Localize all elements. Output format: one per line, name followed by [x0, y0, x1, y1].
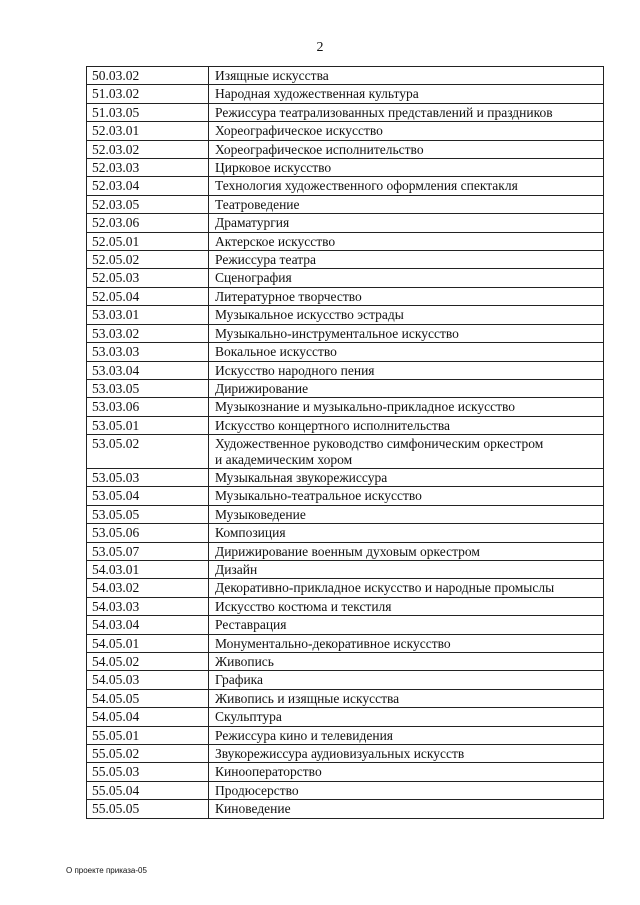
specialty-code: 51.03.02 — [87, 85, 209, 103]
specialty-code: 54.03.01 — [87, 560, 209, 578]
table-row — [87, 177, 604, 195]
specialty-code: 55.05.03 — [87, 763, 209, 781]
table-row — [87, 763, 604, 781]
table-row — [87, 306, 604, 324]
specialty-name: Искусство народного пения — [209, 361, 604, 379]
specialty-code: 53.05.03 — [87, 468, 209, 486]
specialty-name: Кинооператорство — [209, 763, 604, 781]
specialty-code: 53.03.06 — [87, 398, 209, 416]
table-row — [87, 653, 604, 671]
specialty-name: Хореографическое искусство — [209, 122, 604, 140]
table-row — [87, 634, 604, 652]
table-row — [87, 542, 604, 560]
specialty-code: 52.03.02 — [87, 140, 209, 158]
specialty-name: Скульптура — [209, 708, 604, 726]
table-row — [87, 468, 604, 486]
table-row — [87, 343, 604, 361]
specialty-name: Киноведение — [209, 800, 604, 818]
specialty-code: 54.03.02 — [87, 579, 209, 597]
specialty-code: 53.03.02 — [87, 324, 209, 342]
specialty-name: Режиссура кино и телевидения — [209, 726, 604, 744]
specialty-code: 53.05.05 — [87, 505, 209, 523]
table-row — [87, 616, 604, 634]
table-row — [87, 505, 604, 523]
specialty-name: Художественное руководство симфоническим оркестром и академическим хором — [209, 435, 604, 469]
specialty-code: 54.03.03 — [87, 597, 209, 615]
table-row — [87, 745, 604, 763]
specialty-code: 52.03.05 — [87, 195, 209, 213]
table-row — [87, 487, 604, 505]
specialty-name: Музыковедение — [209, 505, 604, 523]
specialty-code: 53.05.06 — [87, 524, 209, 542]
table-row — [87, 140, 604, 158]
specialty-code: 53.05.01 — [87, 416, 209, 434]
specialty-name: Музыкознание и музыкально-прикладное искусство — [209, 398, 604, 416]
specialty-code: 53.05.04 — [87, 487, 209, 505]
table-row — [87, 159, 604, 177]
specialty-name: Изящные искусства — [209, 67, 604, 85]
specialty-name: Декоративно-прикладное искусство и народные промыслы — [209, 579, 604, 597]
specialty-name: Искусство концертного исполнительства — [209, 416, 604, 434]
specialty-name: Живопись — [209, 653, 604, 671]
specialty-name: Дирижирование военным духовым оркестром — [209, 542, 604, 560]
specialty-name: Цирковое искусство — [209, 159, 604, 177]
specialty-code: 52.05.02 — [87, 251, 209, 269]
specialty-code: 53.05.07 — [87, 542, 209, 560]
table-row — [87, 708, 604, 726]
table-row — [87, 689, 604, 707]
specialty-code: 55.05.04 — [87, 781, 209, 799]
specialty-name: Музыкальная звукорежиссура — [209, 468, 604, 486]
specialty-code: 52.03.03 — [87, 159, 209, 177]
specialty-code: 52.03.01 — [87, 122, 209, 140]
specialty-code: 54.05.05 — [87, 689, 209, 707]
specialty-name: Музыкально-театральное искусство — [209, 487, 604, 505]
table-row — [87, 398, 604, 416]
specialty-name: Хореографическое исполнительство — [209, 140, 604, 158]
specialty-name: Сценография — [209, 269, 604, 287]
specialty-name: Народная художественная культура — [209, 85, 604, 103]
page-number: 2 — [316, 40, 324, 55]
table-row — [87, 726, 604, 744]
specialty-code: 55.05.01 — [87, 726, 209, 744]
table-row — [87, 579, 604, 597]
footer-note: О проекте приказа-05 — [66, 866, 147, 875]
specialty-code: 52.05.04 — [87, 287, 209, 305]
specialty-code: 53.03.05 — [87, 379, 209, 397]
specialty-name: Музыкальное искусство эстрады — [209, 306, 604, 324]
table-row — [87, 251, 604, 269]
table-row — [87, 287, 604, 305]
table-row — [87, 269, 604, 287]
specialty-code: 53.03.03 — [87, 343, 209, 361]
table-row — [87, 122, 604, 140]
specialty-name: Музыкально-инструментальное искусство — [209, 324, 604, 342]
specialty-name: Композиция — [209, 524, 604, 542]
specialty-code: 54.05.02 — [87, 653, 209, 671]
specialty-code: 55.05.02 — [87, 745, 209, 763]
specialty-code: 54.03.04 — [87, 616, 209, 634]
specialty-code: 53.03.01 — [87, 306, 209, 324]
specialty-code: 53.03.04 — [87, 361, 209, 379]
specialty-name: Живопись и изящные искусства — [209, 689, 604, 707]
specialty-name: Технология художественного оформления спектакля — [209, 177, 604, 195]
table-row — [87, 195, 604, 213]
specialty-name: Искусство костюма и текстиля — [209, 597, 604, 615]
specialty-name: Реставрация — [209, 616, 604, 634]
specialty-code: 52.05.03 — [87, 269, 209, 287]
table-row — [87, 524, 604, 542]
specialty-name: Театроведение — [209, 195, 604, 213]
table-row — [87, 435, 604, 469]
table-row — [87, 214, 604, 232]
specialty-code: 51.03.05 — [87, 103, 209, 121]
specialty-name: Режиссура театрализованных представлений и праздников — [209, 103, 604, 121]
specialty-code: 52.05.01 — [87, 232, 209, 250]
table-row — [87, 85, 604, 103]
table-row — [87, 232, 604, 250]
specialties-table — [86, 66, 604, 819]
specialty-code: 54.05.03 — [87, 671, 209, 689]
table-row — [87, 560, 604, 578]
specialties-table-body — [87, 67, 604, 819]
table-row — [87, 103, 604, 121]
specialty-name: Графика — [209, 671, 604, 689]
table-row — [87, 361, 604, 379]
specialty-name: Дизайн — [209, 560, 604, 578]
table-row — [87, 324, 604, 342]
specialty-code: 52.03.06 — [87, 214, 209, 232]
specialty-name: Литературное творчество — [209, 287, 604, 305]
specialty-name: Дирижирование — [209, 379, 604, 397]
specialty-code: 54.05.01 — [87, 634, 209, 652]
specialty-name: Звукорежиссура аудиовизуальных искусств — [209, 745, 604, 763]
specialty-name: Драматургия — [209, 214, 604, 232]
table-row — [87, 781, 604, 799]
table-row — [87, 597, 604, 615]
specialty-code: 53.05.02 — [87, 435, 209, 469]
specialty-code: 55.05.05 — [87, 800, 209, 818]
specialty-name: Монументально-декоративное искусство — [209, 634, 604, 652]
specialty-name: Вокальное искусство — [209, 343, 604, 361]
specialty-name: Продюсерство — [209, 781, 604, 799]
specialty-name: Режиссура театра — [209, 251, 604, 269]
table-row — [87, 671, 604, 689]
specialty-name: Актерское искусство — [209, 232, 604, 250]
table-row — [87, 800, 604, 818]
table-row — [87, 379, 604, 397]
table-row — [87, 416, 604, 434]
specialty-code: 50.03.02 — [87, 67, 209, 85]
table-row — [87, 67, 604, 85]
specialty-code: 52.03.04 — [87, 177, 209, 195]
specialty-code: 54.05.04 — [87, 708, 209, 726]
